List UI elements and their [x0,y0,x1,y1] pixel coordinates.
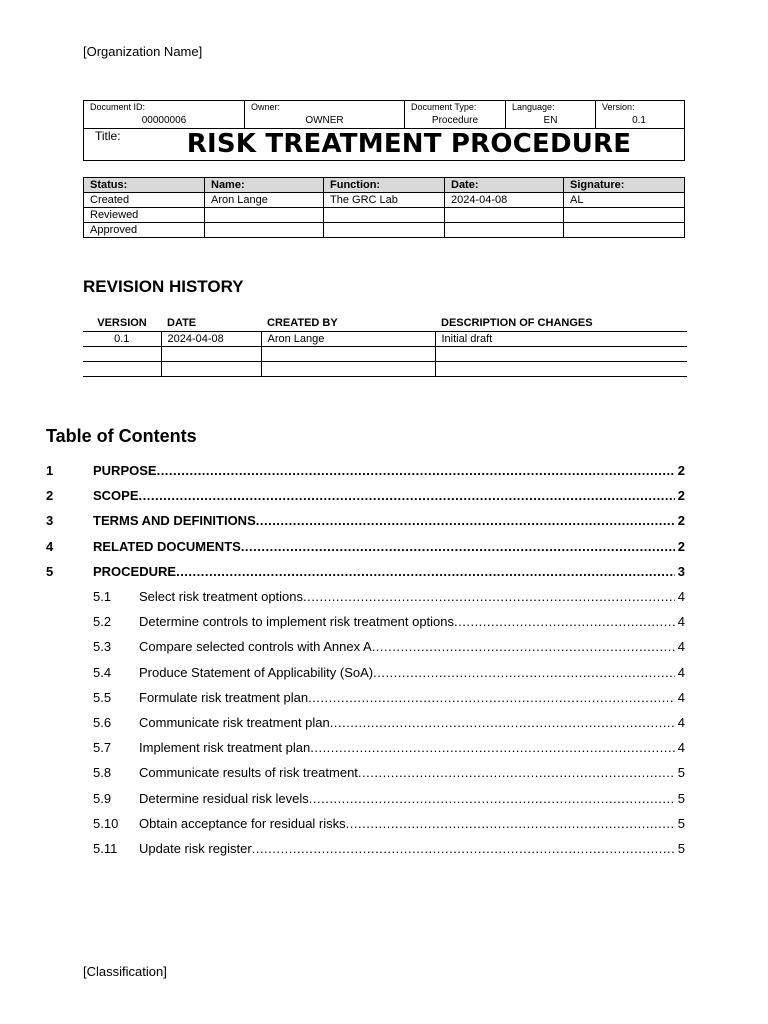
document-type-cell [405,101,506,128]
document-id-value: 00000006 [141,115,187,126]
table-row [84,208,685,223]
toc-number: 1 [46,463,54,479]
approval-status-table [83,177,685,238]
version-cell [83,361,161,376]
date-cell: 2024-04-08 [161,331,261,346]
function-header: Function: [324,178,445,193]
toc-entry[interactable] [46,483,685,508]
version-cell [83,346,161,361]
toc-link[interactable]: TERMS AND DEFINITIONS [93,513,256,529]
revision-header-row [83,316,687,331]
status-header: Status: [84,178,205,193]
toc-entry[interactable] [46,685,685,710]
description-cell [435,346,687,361]
toc-page: 4 [677,639,685,655]
toc-number: 5.10 [93,815,119,831]
toc-leader [373,665,675,680]
toc-link[interactable]: Implement risk treatment plan [139,740,311,756]
toc-number: 5.5 [93,689,112,705]
title-label: Title: [95,129,121,143]
toc-number: 5.8 [93,765,112,781]
toc-page: 4 [677,714,685,730]
toc-link[interactable]: Select risk treatment options [139,589,304,605]
version-cell [596,101,684,128]
version-label: Version: [602,102,635,112]
toc-link[interactable]: RELATED DOCUMENTS [93,538,241,554]
toc-leader [256,513,675,528]
toc-leader [176,564,675,579]
revision-history-table [83,316,687,377]
toc-leader [346,816,675,831]
status-cell: Created [84,193,205,208]
description-cell [435,361,687,376]
document-id-cell [84,101,245,128]
toc-leader [308,690,675,705]
toc-number: 5.4 [93,664,112,680]
toc-page: 5 [677,840,685,856]
toc-entry[interactable] [46,609,685,634]
toc-page: 2 [677,463,685,479]
toc-link[interactable]: Formulate risk treatment plan [139,689,309,705]
toc-page: 2 [677,513,685,529]
toc-link[interactable]: SCOPE [93,488,139,504]
toc-page: 3 [677,563,685,579]
owner-cell [245,101,405,128]
classification-label: [Classification] [83,964,167,979]
name-header: Name: [205,178,324,193]
toc-number: 5.11 [93,840,118,856]
toc-link[interactable]: Communicate risk treatment plan [139,714,330,730]
toc-number: 5.6 [93,714,112,730]
toc-entry[interactable] [46,735,685,760]
toc-leader [252,841,675,856]
date-header: Date: [445,178,564,193]
toc-page: 4 [677,689,685,705]
toc-entry[interactable] [46,559,685,584]
toc-link[interactable]: Determine controls to implement risk treatment options [139,614,455,630]
date-cell [161,346,261,361]
status-cell: Reviewed [84,208,205,223]
table-row [83,331,687,346]
version-cell: 0.1 [83,331,161,346]
name-cell [205,223,324,238]
function-cell [324,223,445,238]
toc-entry[interactable] [46,534,685,559]
toc-entry[interactable] [46,660,685,685]
title-row [84,129,684,160]
owner-value: OWNER [305,115,344,126]
toc-page: 5 [677,815,685,831]
toc-leader [241,539,675,554]
toc-number: 5.9 [93,790,112,806]
toc-leader [157,463,675,478]
toc-leader [303,589,675,604]
toc-entry[interactable] [46,458,685,483]
toc-entry[interactable] [46,760,685,785]
date-cell: 2024-04-08 [445,193,564,208]
toc-link[interactable]: Communicate results of risk treatment [139,765,358,781]
toc-leader [372,639,675,654]
toc-page: 2 [677,488,685,504]
toc-number: 5.7 [93,740,112,756]
toc-link[interactable]: Compare selected controls with Annex A [139,639,372,655]
toc-entry[interactable] [46,584,685,609]
toc-entry[interactable] [46,811,685,836]
function-cell: The GRC Lab [324,193,445,208]
document-title: RISK TREATMENT PROCEDURE [186,129,632,159]
toc-number: 2 [46,488,54,504]
toc-leader [309,791,675,806]
toc-page: 5 [677,765,685,781]
toc-number: 3 [46,513,54,529]
name-cell [205,208,324,223]
toc-entry[interactable] [46,634,685,659]
signature-header: Signature: [564,178,685,193]
function-cell [324,208,445,223]
document-id-label: Document ID: [90,102,146,112]
table-of-contents [46,458,685,861]
date-cell [445,208,564,223]
table-row [84,193,685,208]
created-by-cell [261,361,435,376]
toc-leader [358,765,675,780]
document-header-box [83,100,685,161]
version-header: VERSION [83,316,161,331]
toc-leader [310,740,675,755]
toc-number: 5 [46,563,54,579]
toc-title: Table of Contents [46,426,197,446]
toc-link[interactable]: Determine residual risk levels [139,790,309,806]
toc-page: 4 [677,589,685,605]
toc-page: 4 [677,740,685,756]
date-cell [161,361,261,376]
version-value: 0.1 [632,115,646,126]
toc-leader [139,488,675,503]
date-cell [445,223,564,238]
table-row [84,223,685,238]
description-cell: Initial draft [435,331,687,346]
signature-cell: AL [564,193,685,208]
created-by-cell [261,346,435,361]
toc-entry[interactable] [46,785,685,810]
table-row [83,361,687,376]
toc-entry[interactable] [46,508,685,533]
toc-link[interactable]: Update risk register [139,840,252,856]
description-header: DESCRIPTION OF CHANGES [435,316,687,331]
toc-link[interactable]: Obtain acceptance for residual risks [139,815,346,831]
owner-label: Owner: [251,102,281,112]
toc-page: 5 [677,790,685,806]
status-cell: Approved [84,223,205,238]
toc-entry[interactable] [46,710,685,735]
toc-entry[interactable] [46,836,685,861]
created-by-cell: Aron Lange [261,331,435,346]
revision-history-title: REVISION HISTORY [83,277,244,296]
toc-number: 5.1 [93,589,112,605]
toc-link[interactable]: Produce Statement of Applicability (SoA) [139,664,374,680]
toc-leader [330,715,675,730]
toc-page: 4 [677,664,685,680]
name-cell: Aron Lange [205,193,324,208]
document-type-label: Document Type: [411,102,477,112]
created-by-header: CREATED BY [261,316,435,331]
toc-link[interactable]: PURPOSE [93,463,157,479]
status-header-row [84,178,685,193]
language-cell [506,101,596,128]
table-row [83,346,687,361]
toc-number: 5.2 [93,614,112,630]
signature-cell [564,223,685,238]
toc-page: 4 [677,614,685,630]
toc-page: 2 [677,538,685,554]
language-value: EN [543,115,558,126]
toc-link[interactable]: PROCEDURE [93,563,177,579]
toc-number: 5.3 [93,639,112,655]
document-type-value: Procedure [431,115,479,126]
date-header: DATE [161,316,261,331]
language-label: Language: [512,102,555,112]
organization-name: [Organization Name] [83,44,203,59]
toc-leader [454,614,675,629]
toc-number: 4 [46,538,54,554]
signature-cell [564,208,685,223]
